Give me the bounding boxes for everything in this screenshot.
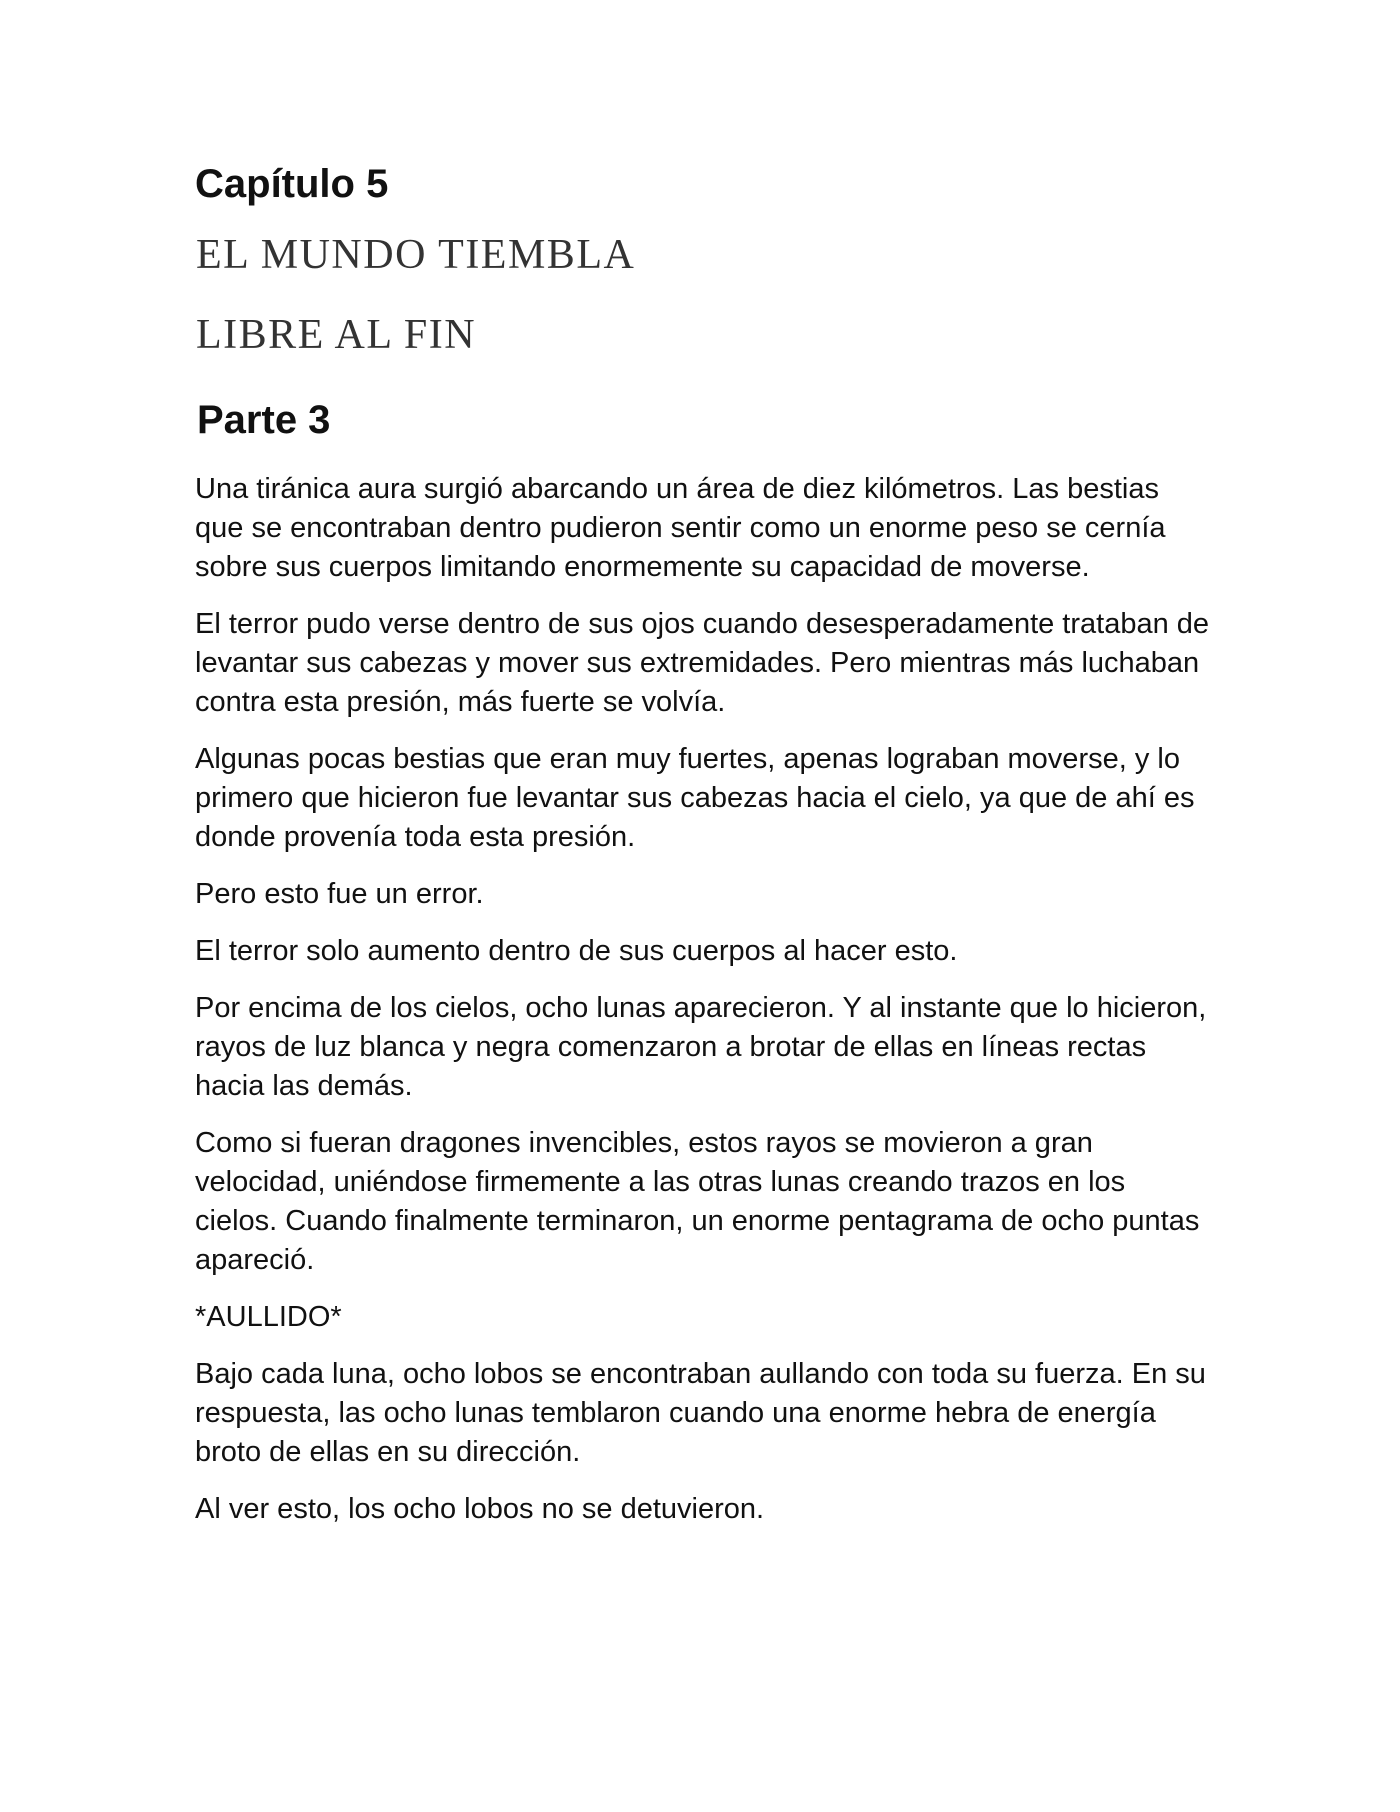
paragraph: El terror solo aumento dentro de sus cuerpos al hacer esto. [195,935,958,967]
chapter-subtitle: EL MUNDO TIEMBLA [196,232,636,278]
section-subtitle: LIBRE AL FIN [196,312,477,358]
paragraph: Algunas pocas bestias que eran muy fuertes, apenas lograban moverse, y lo primero que hicieron fue levantar sus cabezas hacia el cielo, ya que de ahí es donde provenía toda esta presión. [195,743,1195,853]
paragraph: Por encima de los cielos, ocho lunas aparecieron. Y al instante que lo hicieron, rayos de luz blanca y negra comenzaron a brotar de ellas en líneas rectas hacia las demás. [195,992,1207,1102]
chapter-title: Capítulo 5 [195,162,389,206]
paragraph: Como si fueran dragones invencibles, estos rayos se movieron a gran velocidad, uniéndose firmemente a las otras lunas creando trazos en los cielos. Cuando finalmente terminaron, un enorme pentagrama de ocho puntas apareció. [195,1127,1200,1276]
paragraph: Al ver esto, los ocho lobos no se detuvieron. [195,1493,765,1525]
paragraph: El terror pudo verse dentro de sus ojos cuando desesperadamente trataban de levantar sus cabezas y mover sus extremidades. Pero mientras más luchaban contra esta presión, más fuerte se volvía. [195,608,1210,718]
paragraph: Bajo cada luna, ocho lobos se encontraban aullando con toda su fuerza. En su respuesta, las ocho lunas temblaron cuando una enorme hebra de energía broto de ellas en su dirección. [195,1358,1206,1468]
paragraph: Una tiránica aura surgió abarcando un área de diez kilómetros. Las bestias que se encontraban dentro pudieron sentir como un enorme peso se cernía sobre sus cuerpos limitando enormemente su capacidad de moverse. [195,473,1166,583]
paragraph: *AULLIDO* [195,1301,342,1333]
document-page [193,160,1233,1547]
paragraph: Pero esto fue un error. [195,878,484,910]
part-title: Parte 3 [197,398,331,442]
